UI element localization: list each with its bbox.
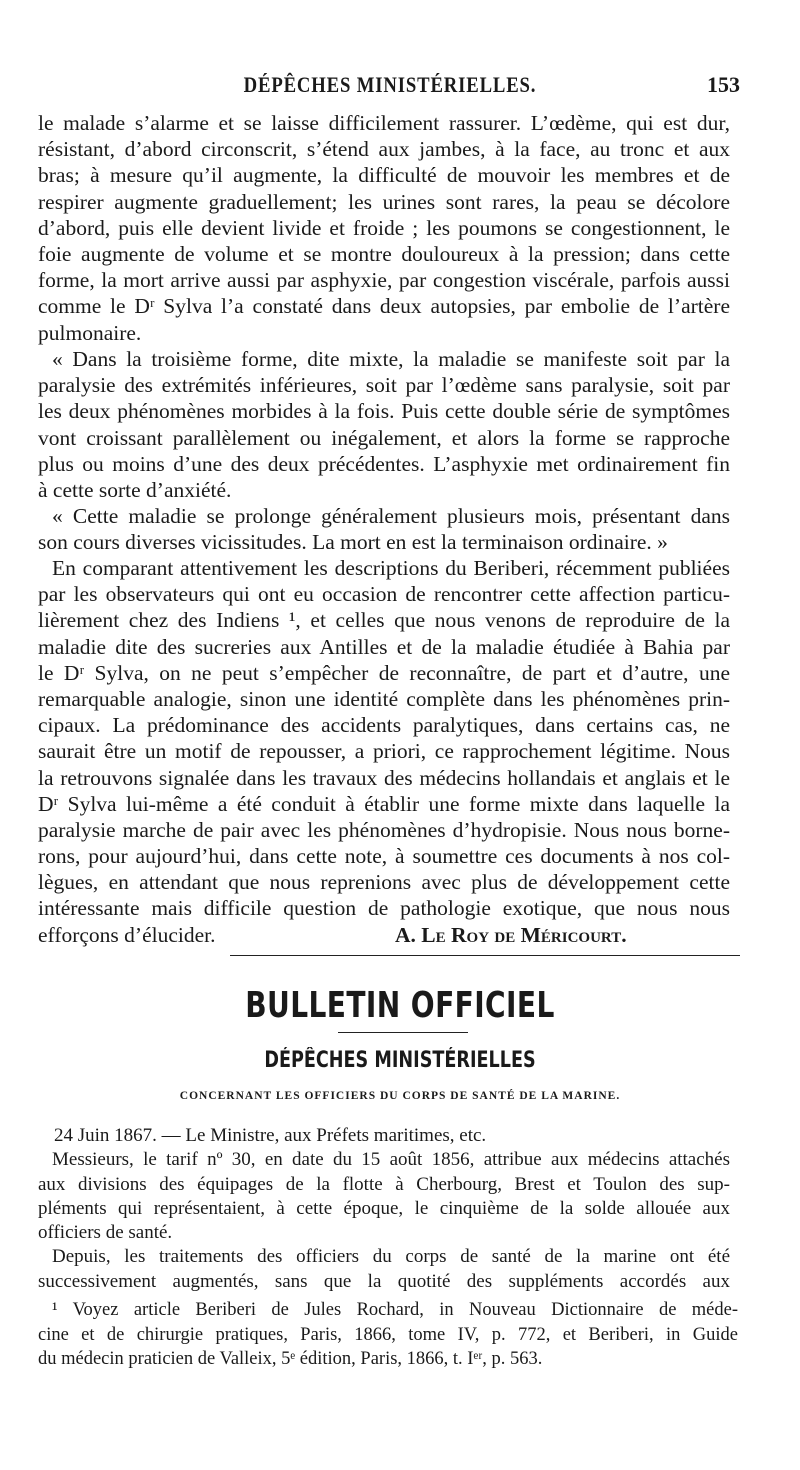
title-underline (338, 1032, 468, 1033)
text-line: plus ou moins d’une des deux précédentes. L’asphyxie met ordinairement fin (38, 451, 730, 476)
text-line: d’abord, puis elle devient livide et froide ; les poumons se congestionnent, le (38, 215, 730, 240)
text-line: son cours diverses vicissitudes. La mort en est la terminaison ordinaire. » (38, 530, 668, 555)
closing-text: efforçons d’élucider. (38, 922, 216, 947)
text-line: à cette sorte d’anxiété. (38, 477, 232, 502)
page-number: 153 (707, 72, 740, 97)
paragraph-oedema (38, 110, 730, 346)
bulletin-title: BULLETIN OFFICIEL (245, 985, 555, 1026)
text-line: officiers de santé. (38, 1222, 173, 1244)
text-line: foie augmente de volume et se montre douloureux à la pression; dans cette (38, 241, 730, 266)
author-signature: A. Le Roy de Méricourt. (395, 922, 627, 947)
dispatch-date-line: 24 Juin 1867. — Le Ministre, aux Préfets maritimes, etc. (54, 1125, 487, 1146)
dispatch-text (38, 1124, 730, 1294)
text-line: cipaux. La prédominance des accidents paralytiques, dans certains cas, ne (38, 713, 730, 738)
text-line: intéressante mais difficile question de pathologie exotique, que nous nous (38, 896, 730, 921)
text-line: bras; à mesure qu’il augmente, la difficulté de mouvoir les membres et de (38, 163, 730, 188)
text-line: pulmonaire. (38, 320, 142, 345)
text-line: paralysie des extrémités inférieures, soit par l’œdème sans paralysie, soit par (38, 373, 730, 398)
text-line: vont croissant parallèlement ou inégalement, et alors la forme se rapproche (38, 425, 730, 450)
footnote (38, 1298, 738, 1372)
paragraph-mixed-form (38, 346, 730, 503)
text-line: saurait être un motif de repousser, a priori, ce rapprochement légitime. Nous (38, 739, 730, 764)
text-line: respirer augmente graduellement; les urines sont rares, la peau se décolore (38, 189, 730, 214)
text-line: « Dans la troisième forme, dite mixte, la maladie se manifeste soit par la (52, 347, 730, 371)
text-line: le malade s’alarme et se laisse difficilement rassurer. L’œdème, qui est dur, (38, 111, 730, 135)
footnote-line: du médecin praticien de Valleix, 5ᵉ édition, Paris, 1866, t. Iᵉʳ, p. 563. (38, 1349, 543, 1369)
running-title: DÉPÊCHES MINISTÉRIELLES. (243, 72, 537, 97)
text-line: le Dʳ Sylva, on ne peut s’empêcher de reconnaître, de part et d’autre, une (38, 660, 730, 685)
text-line: les deux phénomènes morbides à la fois. Puis cette double série de symptômes (38, 399, 730, 424)
text-line: Messieurs, le tarif nº 30, en date du 15 août 1856, attribue aux médecins attachés (52, 1149, 730, 1171)
text-line: pléments qui représentaient, à cette époque, le cinquième de la solde allouée aux (38, 1197, 730, 1219)
footnote-line: ¹ Voyez article Beriberi de Jules Rochard, in Nouveau Dictionnaire de méde- (52, 1300, 738, 1320)
text-line: Depuis, les traitements des officiers du corps de santé de la marine ont été (52, 1246, 730, 1268)
paragraph-duration (38, 503, 730, 555)
text-line: « Cette maladie se prolonge généralement plusieurs mois, présentant dans (52, 504, 730, 528)
section-subtitle: DÉPÊCHES MINISTÉRIELLES (264, 1048, 536, 1073)
text-line: lièrement chez des Indiens ¹, et celles que nous venons de reproduire de la (38, 608, 730, 633)
paragraph-comparison (38, 555, 730, 948)
text-line: remarquable analogie, sinon une identité complète dans les phénomènes prin- (38, 686, 730, 711)
running-header (40, 68, 740, 102)
closing-line (38, 922, 730, 948)
footnote-line: cine et de chirurgie pratiques, Paris, 1866, tome IV, p. 772, et Beriberi, in Guide (38, 1324, 738, 1345)
text-line: comme le Dʳ Sylva l’a constaté dans deux autopsies, par embolie de l’artère (38, 294, 730, 319)
text-line: successivement augmentés, sans que la quotité des suppléments accordés aux (38, 1270, 730, 1292)
section-subject: CONCERNANT LES OFFICIERS DU CORPS DE SANTÉ DE LA MARINE. (179, 1090, 621, 1102)
text-line: rons, pour aujourd’hui, dans cette note, à soumettre ces documents à nos col- (38, 844, 730, 869)
text-line: maladie dite des sucreries aux Antilles et de la maladie étudiée à Bahia par (38, 634, 730, 659)
text-line: paralysie marche de pair avec les phénomènes d’hydropisie. Nous nous borne- (38, 817, 730, 842)
text-line: la retrouvons signalée dans les travaux des médecins hollandais et anglais et le (38, 765, 730, 790)
text-line: résistant, d’abord circonscrit, s’étend aux jambes, à la face, au tronc et aux (38, 137, 730, 162)
text-line: aux divisions des équipages de la flotte à Cherbourg, Brest et Toulon des sup- (38, 1173, 730, 1195)
text-line: par les observateurs qui ont eu occasion de rencontrer cette affection particu- (38, 582, 730, 607)
text-line: forme, la mort arrive aussi par asphyxie, par congestion viscérale, parfois aussi (38, 268, 730, 293)
section-divider (230, 955, 740, 956)
text-line: Dʳ Sylva lui-même a été conduit à établir une forme mixte dans laquelle la (38, 791, 730, 816)
text-line: lègues, en attendant que nous reprenions avec plus de développement cette (38, 870, 730, 895)
text-line: En comparant attentivement les descriptions du Beriberi, récemment publiées (52, 556, 730, 580)
